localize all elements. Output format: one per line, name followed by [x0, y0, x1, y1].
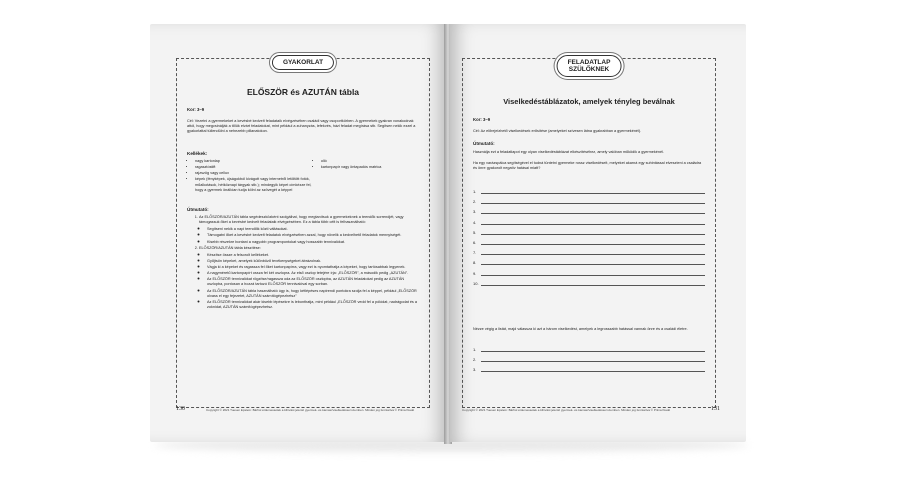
answer-line-rule [481, 281, 705, 286]
list-item: ◦ Segítseni nekik a napi teendőik közti váltásokat. [207, 227, 419, 232]
list-item: • képek (fényképek, újságokból kivágott vagy internetről letöltött fotók, műalkotások, hétköznapi tárgyak stb.); mindegyik képet címkézze fel, hogy a gyermek önállóan tudja kölni az szövegét a képpel [195, 177, 313, 192]
right-page [450, 24, 746, 442]
answer-line-number: 2. [473, 357, 477, 363]
left-age-text: Kor: 3–9 [187, 107, 205, 112]
list-item: • ragasztóstift [195, 165, 313, 170]
answer-line-rule [481, 189, 705, 194]
answer-lines-a [473, 189, 705, 291]
answer-line-rule [481, 250, 705, 255]
list-item: ◦ Az ELŐSZÖR tennivalókat akár kisebb lépésekre is lebonthatja, mint például „ELŐSZÖR vedd fel a pólódat, nadrágodat és a zoknidat, AZUTÁN számítógépezhetsz. [207, 300, 419, 310]
answer-line-number: 1. [473, 347, 477, 352]
right-goal: Cél: Az előrejelzhető viselkedések erősítése (amelyeket szívesen látna gyakrabban a gyermekénél). [473, 129, 642, 133]
guide-step-1 [199, 215, 419, 245]
answer-line[interactable] [473, 347, 705, 352]
right-page-title: Viselkedéstáblázatok, amelyek tényleg beválnak [503, 97, 675, 106]
list-item: • olló [321, 159, 419, 164]
list-item: ◦ Gyűjtsön képeket, amelyek különböző tevékenységeket ábrázolnak. [207, 259, 419, 264]
parent-worksheet-badge [557, 55, 622, 77]
question-1: Ha egy varázspálca segítségével el tudná tüntetni gyermeke rossz viselkedéseit, melyeket akarná egy suhintással elveszteni a családra és önre gyakorolt negatív hatásai miatt? [473, 161, 702, 171]
answer-line[interactable] [473, 281, 705, 286]
answer-line-rule [481, 367, 705, 372]
badge-line-1: FELADATLAP [567, 59, 611, 66]
answer-line-rule [481, 230, 705, 235]
list-item: ◦ Kisebb részekre bontani a nagyobb programpontokat vagy hosszabb tennivalókat. [207, 240, 419, 245]
answer-line-number: 5. [473, 229, 477, 235]
answer-line[interactable] [473, 250, 705, 255]
answer-line[interactable] [473, 260, 705, 265]
answer-line-rule [481, 220, 705, 225]
answer-line-rule [481, 260, 705, 265]
answer-line[interactable] [473, 271, 705, 276]
left-page-number: 130 [176, 406, 185, 412]
list-item: ◦ Az ELŐSZÖR tennivalókat rögzítse/ragassza oda az ELŐSZÖR oszlopba, az AZUTÁN feladatokat pedig az AZUTÁN oszlopba, pontosan a hozzá tartozó ELŐSZÖR tennivalóval egy sorban. [207, 277, 419, 287]
exercise-badge: GYAKORLAT [272, 55, 334, 70]
list-item: • kartonpapír vagy öntapadós matrica [321, 165, 419, 170]
right-age-text: Kor: 3–9 [473, 117, 491, 122]
guide-steps [187, 215, 419, 310]
answer-line[interactable] [473, 209, 705, 214]
needs-list-2 [313, 159, 419, 194]
list-item: ◦ Vágja ki a képeket és ragassza fel őket kartonpapírra, vagy ezt is nyomtathatja a képeket, hogy tartósabbak legyenek. [207, 265, 419, 270]
needs-section [187, 151, 419, 194]
answer-line[interactable] [473, 240, 705, 245]
needs-list-1 [187, 159, 313, 194]
list-item: ◦ Készítse össze a felsorolt kellékeket. [207, 253, 419, 258]
list-item: ◦ Támogatni őket a kevésbé kedvelt feladatok elvégzésében azzal, hogy növelik a kedvelhető feladatok mennyiségét. [207, 233, 419, 238]
answer-line-number: 7. [473, 250, 477, 256]
answer-line-rule [481, 357, 705, 362]
answer-line[interactable] [473, 357, 705, 362]
answer-line-number: 3. [473, 367, 477, 373]
answer-line-number: 10. [473, 280, 479, 286]
answer-line-rule [481, 199, 705, 204]
answer-line[interactable] [473, 189, 705, 194]
step2-list [199, 253, 419, 310]
list-item: • nagy kartonlap [195, 159, 313, 164]
answer-line-rule [481, 240, 705, 245]
left-page-title: ELŐSZÖR és AZUTÁN tábla [246, 87, 360, 97]
answer-line-number: 9. [473, 270, 477, 276]
open-book [150, 24, 750, 444]
right-guide-label: Útmutató: [473, 141, 495, 146]
guide-section [187, 207, 419, 311]
left-footer: Copyright © 2021 Tuesen Epstein: Bárhol érdemessétek a kihívást jelentő gyermek- és kamaszviselkedéssel szemben. Minden jog fenntartva © Prima Kiadó [206, 408, 415, 412]
left-dashed-frame [176, 58, 430, 408]
answer-line[interactable] [473, 230, 705, 235]
list-item: ◦ A nagyméretű kartonpapírt ossza fel két oszlopra. Az első oszlop tetejére írja: „ELŐSZÖR”, a második pedig „AZUTÁN”. [207, 271, 419, 276]
step1-text: Az ELŐSZÖR/AZUTÁN tábla segédeszközként szolgálhat, hogy megtanítsuk a gyermekeknek a teendők sorrendjét, vagy támogassuk őket a kevésbé kedvelt feladataik elvégzésében. Ez a tábla több célt is felhasználható: [199, 215, 404, 225]
guide-label: Útmutató: [187, 207, 209, 212]
answer-line-number: 4. [473, 219, 477, 225]
left-age [187, 107, 419, 113]
answer-line-rule [481, 347, 705, 352]
answer-line[interactable] [473, 220, 705, 225]
list-item: • rajzszög vagy cellux [195, 171, 313, 176]
answer-line[interactable] [473, 367, 705, 372]
right-dashed-frame [462, 58, 716, 408]
answer-line-number: 2. [473, 199, 477, 205]
answer-line-rule [481, 271, 705, 276]
answer-line-number: 3. [473, 209, 477, 215]
right-page-number: 131 [711, 406, 720, 412]
answer-line-rule [481, 209, 705, 214]
guide-step-2 [199, 246, 419, 310]
step1-list [199, 227, 419, 244]
right-guide-text: Használja ezt a feladatlapot egy olyan viselkedéstáblázat elkészítéséhez, amely valóban működik a gyermekénél. [473, 150, 665, 154]
answer-line-number: 8. [473, 260, 477, 266]
right-age [473, 117, 705, 123]
needs-label: Kellékek: [187, 151, 208, 156]
answer-line-number: 1. [473, 189, 477, 194]
left-goal: Cél: Vezetni a gyermekeket a kevésbé kedvelt feladataik elvégzésében családi vagy csoportkörben. A gyermekek gyakran vonakodnak attól, hogy megcsinálják a tőlük elvárt feladatokat, mint például a zuhanyzás, lefekvés, házi feladat megírása stb. Segítsen nekik ezzel a gyakorlattal túllendülni a nehezebb pillanatokon. [187, 119, 416, 134]
list-item: ◦ Az ELŐSZÖR/AZUTÁN tábla használható úgy is, hogy kétlépéses napirendi pontokra szolja fel a képpel, például „ELŐSZÖR olvass el egy fejezetet, AZUTÁN számítógépezhetsz” [207, 289, 419, 299]
answer-line[interactable] [473, 199, 705, 204]
answer-lines-b [473, 347, 705, 378]
right-guide [473, 141, 705, 171]
question-2: Nézze végig a listát, majd válassza ki azt a három viselkedést, amelyek a legrosszabb hatással vannak önre és a családi életre. [473, 327, 688, 331]
step2-text: ELŐSZÖR/AZUTÁN tábla készítése: [199, 245, 261, 250]
badge-line-2: SZÜLŐKNEK [568, 66, 610, 74]
left-page [150, 24, 446, 442]
right-footer: Copyright © 2021 Tuesen Epstein: Bárhol érdemessétek a kihívást jelentő gyermek- és kamaszviselkedéssel szemben. Minden jog fenntartva © Prima Kiadó [462, 408, 671, 412]
answer-line-number: 6. [473, 239, 477, 245]
